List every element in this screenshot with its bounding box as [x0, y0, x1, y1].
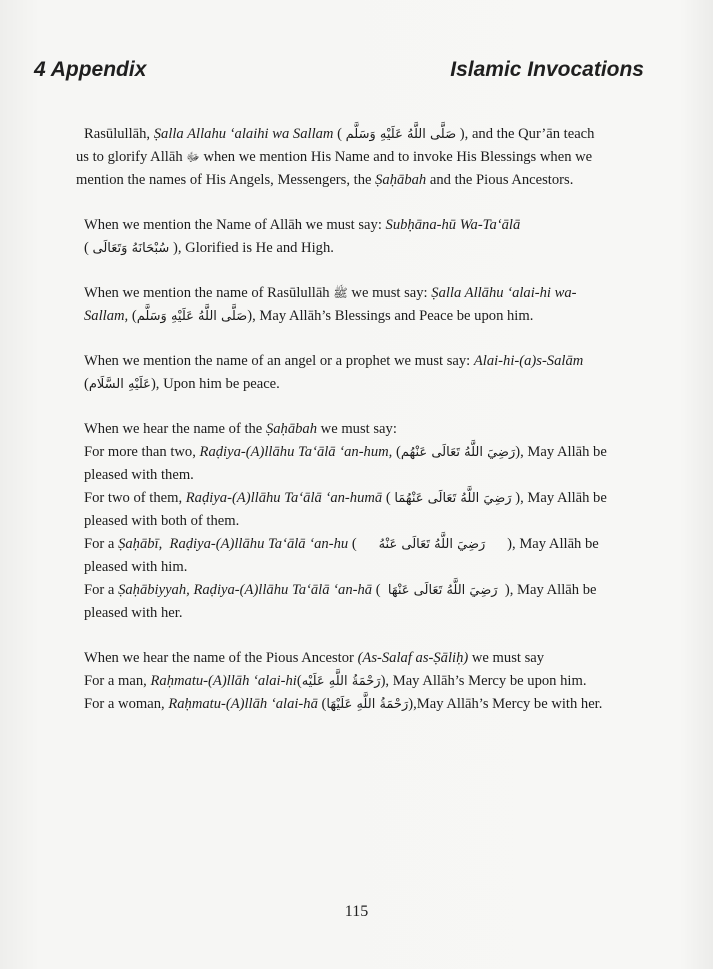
text: (: [296, 673, 302, 689]
text: (: [382, 490, 395, 506]
text: ), May Allāh be: [511, 490, 607, 506]
sahabi-term: Ṣaḥābī,: [118, 536, 163, 552]
sahabah-term: Ṣaḥābah: [265, 421, 318, 437]
sahabiyyah-term: Ṣaḥābiyyah,: [118, 582, 190, 598]
text: when we mention His Name and to invoke His Blessings when we: [199, 149, 593, 165]
allah-paragraph: [84, 214, 644, 260]
text: For a woman,: [84, 696, 169, 712]
text: [162, 536, 169, 552]
text: (: [372, 582, 388, 598]
text: mention the names of His Angels, Messengers, the: [76, 172, 376, 188]
text: ), May Allāh be: [497, 582, 597, 598]
arabic-radiya-huma: رَضِيَ اللَّهُ تَعَالَى عَنْهُمَا: [394, 491, 512, 506]
allah-line-1: [84, 214, 644, 237]
subhanahu-translit: Subḥāna-hū Wa-Ta‘ālā: [385, 217, 521, 233]
angel-line-2: [84, 373, 644, 396]
page-body: [76, 123, 644, 716]
text: ), May Allāh’s Mercy be upon him.: [380, 673, 587, 689]
text: ), May Allāh be: [515, 444, 607, 460]
jalla-jalaluhu-glyph: ﷻ: [186, 150, 200, 164]
arabic-radiya-hum: رَضِيَ اللَّهُ تَعَالَى عَنْهُم: [400, 445, 516, 460]
arabic-radiya-hu: رَضِيَ اللَّهُ تَعَالَى عَنْهُ: [378, 537, 486, 552]
ancestor-line-2: [84, 670, 644, 693]
text: For two of them,: [84, 490, 186, 506]
rahmatu-translit: Raḥmatu-(A)llāh ‘alai-hā: [168, 696, 318, 712]
text: (: [392, 444, 401, 460]
radiya-translit: Raḍiya-(A)llāhu Ta‘ālā ‘an-hum,: [199, 444, 393, 460]
text: ), Upon him be peace.: [150, 376, 280, 392]
arabic-salam: عَلَيْهِ السَّلَام: [88, 377, 151, 392]
intro-line-1: [84, 123, 644, 146]
text: When we mention the name of an angel or a prophet we must say:: [84, 353, 474, 369]
sahabah-line-7: pleased with him.: [84, 559, 188, 575]
sahabah-line-4: [84, 487, 644, 510]
radiya-translit: Raḍiya-(A)llāhu Ta‘ālā ‘an-hā: [193, 582, 373, 598]
angel-line-1: [84, 350, 644, 373]
page-header: [34, 58, 644, 88]
text: When we mention the name of Rasūlullāh: [84, 285, 334, 301]
ancestor-line-3: [84, 693, 644, 716]
arabic-rahmatu-ha: رَحْمَةُ اللَّهِ عَلَيْهَا: [326, 697, 409, 712]
text: ), May Allāh’s Blessings and Peace be upon him.: [247, 308, 534, 324]
text: and the Pious Ancestors.: [426, 172, 574, 188]
radiya-translit: Raḍiya-(A)llāhu Ta‘ālā ‘an-hu: [169, 536, 349, 552]
salawat-glyph: ﷺ: [333, 286, 348, 300]
text: (: [317, 696, 327, 712]
text: (: [333, 126, 346, 142]
arabic-rahmatu-hi: رَحْمَةُ اللَّهِ عَلَيْه: [301, 674, 381, 689]
text: When we hear the name of the Pious Ancestor: [84, 650, 358, 666]
chapter-heading: 4 Appendix: [34, 58, 147, 81]
text: When we hear the name of the: [84, 421, 266, 437]
section-title: Islamic Invocations: [450, 58, 644, 81]
text: we must say: [468, 650, 545, 666]
text: (: [84, 240, 93, 256]
text: us to glorify Allāh: [76, 149, 187, 165]
text: we must say:: [317, 421, 397, 437]
page-number: 115: [344, 903, 369, 920]
prophet-line-2: [84, 305, 644, 328]
sahabah-line-6: [84, 533, 644, 556]
salawat-translit-end: Sallam,: [84, 308, 129, 324]
salawat-translit: Ṣalla Allāhu ‘alai-hi wa-: [431, 285, 577, 301]
text: For a: [84, 536, 119, 552]
text: ), May Allāh be: [485, 536, 599, 552]
angel-paragraph: [84, 350, 644, 396]
text: Rasūlullāh,: [84, 126, 154, 142]
sahabah-line-8: [84, 579, 644, 602]
text: ), Glorified is He and High.: [169, 240, 334, 256]
sahabah-paragraph: [84, 418, 644, 625]
text: ),May Allāh’s Mercy be with her.: [408, 696, 603, 712]
ancestor-paragraph: [84, 647, 644, 716]
text: For a man,: [84, 673, 151, 689]
text: For more than two,: [84, 444, 200, 460]
text: ), and the Qur’ān teach: [456, 126, 595, 142]
sahabah-term: Ṣaḥābah: [375, 172, 427, 188]
radiya-translit: Raḍiya-(A)llāhu Ta‘ālā ‘an-humā: [185, 490, 383, 506]
arabic-radiya-ha: رَضِيَ اللَّهُ تَعَالَى عَنْهَا: [387, 583, 498, 598]
sahabah-line-1: [84, 418, 644, 441]
salaf-term: (As-Salaf as-Ṣāliḥ): [357, 650, 469, 666]
sahabah-line-9: pleased with her.: [84, 605, 183, 621]
text: (: [128, 308, 137, 324]
text: (: [84, 376, 89, 392]
sahabah-line-5: pleased with both of them.: [84, 513, 240, 529]
text: (: [348, 536, 379, 552]
prophet-paragraph: [84, 282, 644, 328]
salawat-translit: Ṣalla Allahu ‘alaihi wa Sallam: [153, 126, 334, 142]
allah-line-2: [84, 237, 644, 260]
text: we must say:: [347, 285, 432, 301]
intro-line-2: [76, 146, 644, 169]
ancestor-line-1: [84, 647, 644, 670]
arabic-salawat: صَلَّى اللَّهُ عَلَيْهِ وَسَلَّم: [136, 309, 248, 324]
intro-paragraph: [76, 123, 644, 192]
arabic-subhanahu: سُبْحَانَهُ وَتَعَالَى: [92, 241, 170, 256]
arabic-salawat: صَلَّى اللَّهُ عَلَيْهِ وَسَلَّم: [345, 127, 457, 142]
prophet-line-1: [84, 282, 644, 305]
salam-translit: Alai-hi-(a)s-Salām: [473, 353, 584, 369]
text: When we mention the Name of Allāh we must say:: [84, 217, 386, 233]
text: For a: [84, 582, 119, 598]
intro-line-3: [76, 169, 644, 192]
rahmatu-translit: Raḥmatu-(A)llāh ‘alai-hi: [150, 673, 297, 689]
sahabah-line-3: pleased with them.: [84, 467, 194, 483]
sahabah-line-2: [84, 441, 644, 464]
